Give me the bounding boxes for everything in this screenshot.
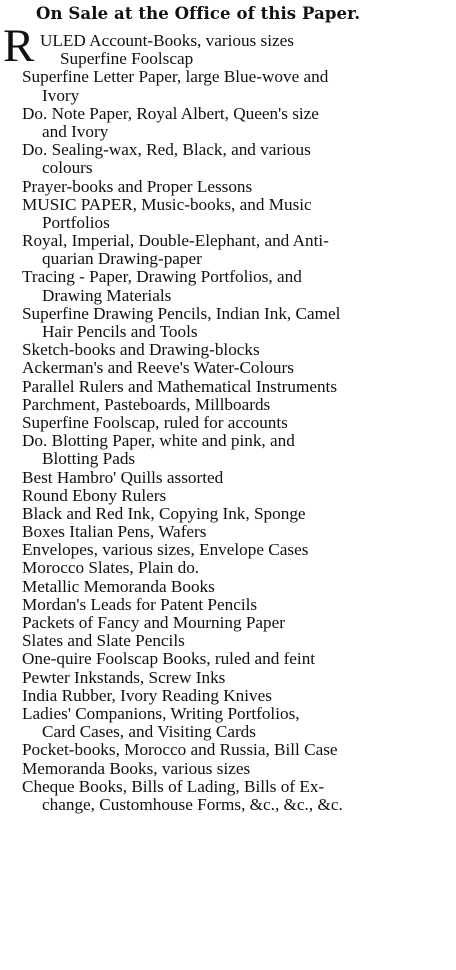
list-item-line: Prayer-books and Proper Lessons bbox=[22, 176, 253, 196]
list-item bbox=[0, 469, 456, 487]
list-item bbox=[0, 305, 456, 341]
list-item-continuation: and Ivory bbox=[42, 121, 109, 141]
list-item-line: Do. Sealing-wax, Red, Black, and various bbox=[22, 140, 311, 160]
list-item bbox=[0, 760, 456, 778]
list-item-line: Memoranda Books, various sizes bbox=[22, 758, 251, 778]
list-item bbox=[0, 178, 456, 196]
list-item bbox=[0, 632, 456, 650]
list-item-line: Round Ebony Rulers bbox=[22, 485, 167, 505]
list-item-continuation: Superfine Foolscap bbox=[60, 49, 194, 69]
stationery-list bbox=[0, 32, 456, 814]
list-item bbox=[0, 596, 456, 614]
list-item bbox=[0, 778, 456, 814]
list-item bbox=[0, 487, 456, 505]
list-item bbox=[0, 687, 456, 705]
list-item bbox=[0, 32, 456, 68]
list-item-continuation: Drawing Materials bbox=[42, 285, 172, 305]
list-item-line: Mordan's Leads for Patent Pencils bbox=[22, 594, 258, 614]
list-item bbox=[0, 68, 456, 104]
list-item bbox=[0, 378, 456, 396]
advertisement-heading: On Sale at the Office of this Paper. bbox=[36, 4, 361, 23]
list-item bbox=[0, 232, 456, 268]
list-item-continuation: Blotting Pads bbox=[42, 449, 136, 469]
list-item-line: Sketch-books and Drawing-blocks bbox=[22, 340, 260, 360]
list-item bbox=[0, 141, 456, 177]
list-item bbox=[0, 414, 456, 432]
list-item bbox=[0, 541, 456, 559]
list-item-line: Do. Blotting Paper, white and pink, and bbox=[22, 431, 295, 451]
list-item bbox=[0, 396, 456, 414]
list-item-line: Royal, Imperial, Double-Elephant, and Anti- bbox=[22, 231, 329, 251]
list-item bbox=[0, 196, 456, 232]
list-item-line: India Rubber, Ivory Reading Knives bbox=[22, 685, 272, 705]
list-item bbox=[0, 669, 456, 687]
list-item-line: Superfine Drawing Pencils, Indian Ink, Camel bbox=[22, 303, 341, 323]
list-item bbox=[0, 341, 456, 359]
list-item bbox=[0, 359, 456, 377]
list-item-line: Cheque Books, Bills of Lading, Bills of Ex- bbox=[22, 776, 325, 796]
list-item-continuation: colours bbox=[42, 158, 93, 178]
list-item-line: Morocco Slates, Plain do. bbox=[22, 558, 200, 578]
list-item bbox=[0, 614, 456, 632]
list-item-line: Boxes Italian Pens, Wafers bbox=[22, 522, 207, 542]
list-item-line: Pewter Inkstands, Screw Inks bbox=[22, 667, 226, 687]
list-item-line: Tracing - Paper, Drawing Portfolios, and bbox=[22, 267, 302, 287]
list-item-line: Metallic Memoranda Books bbox=[22, 576, 215, 596]
list-item bbox=[0, 268, 456, 304]
list-item bbox=[0, 523, 456, 541]
list-item-line: Ackerman's and Reeve's Water-Colours bbox=[22, 358, 294, 378]
list-item-line: Best Hambro' Quills assorted bbox=[22, 467, 224, 487]
list-item-line: MUSIC PAPER, Music-books, and Music bbox=[22, 194, 312, 214]
list-item-line: Envelopes, various sizes, Envelope Cases bbox=[22, 540, 309, 560]
list-item-continuation: Hair Pencils and Tools bbox=[42, 322, 198, 341]
list-item-continuation: Portfolios bbox=[42, 212, 110, 232]
list-item bbox=[0, 432, 456, 468]
list-item-line: Pocket-books, Morocco and Russia, Bill Case bbox=[22, 740, 338, 760]
list-item-line: Ladies' Companions, Writing Portfolios, bbox=[22, 703, 300, 723]
list-item bbox=[0, 578, 456, 596]
list-item-line: Superfine Letter Paper, large Blue-wove and bbox=[22, 67, 329, 87]
list-item-line: Superfine Foolscap, ruled for accounts bbox=[22, 412, 288, 432]
list-item-continuation: Card Cases, and Visiting Cards bbox=[42, 722, 256, 742]
list-item-continuation: change, Customhouse Forms, &c., &c., &c. bbox=[42, 794, 343, 814]
list-item bbox=[0, 105, 456, 141]
list-item-line: Black and Red Ink, Copying Ink, Sponge bbox=[22, 503, 306, 523]
list-item-line: Do. Note Paper, Royal Albert, Queen's size bbox=[22, 103, 319, 123]
list-item bbox=[0, 650, 456, 668]
list-item-line: Parchment, Pasteboards, Millboards bbox=[22, 394, 271, 414]
list-item-line: Packets of Fancy and Mourning Paper bbox=[22, 613, 286, 632]
list-item-continuation: quarian Drawing-paper bbox=[42, 249, 202, 269]
list-item bbox=[0, 741, 456, 759]
list-item-continuation: Ivory bbox=[42, 85, 80, 105]
list-item bbox=[0, 705, 456, 741]
drop-cap: R bbox=[3, 20, 35, 72]
list-item bbox=[0, 559, 456, 577]
list-item-line: One-quire Foolscap Books, ruled and feint bbox=[22, 649, 316, 669]
list-item-line: Slates and Slate Pencils bbox=[22, 631, 185, 651]
list-item bbox=[0, 505, 456, 523]
list-item-line: ULED Account-Books, various sizes bbox=[40, 31, 294, 50]
list-item-line: Parallel Rulers and Mathematical Instruments bbox=[22, 376, 338, 396]
